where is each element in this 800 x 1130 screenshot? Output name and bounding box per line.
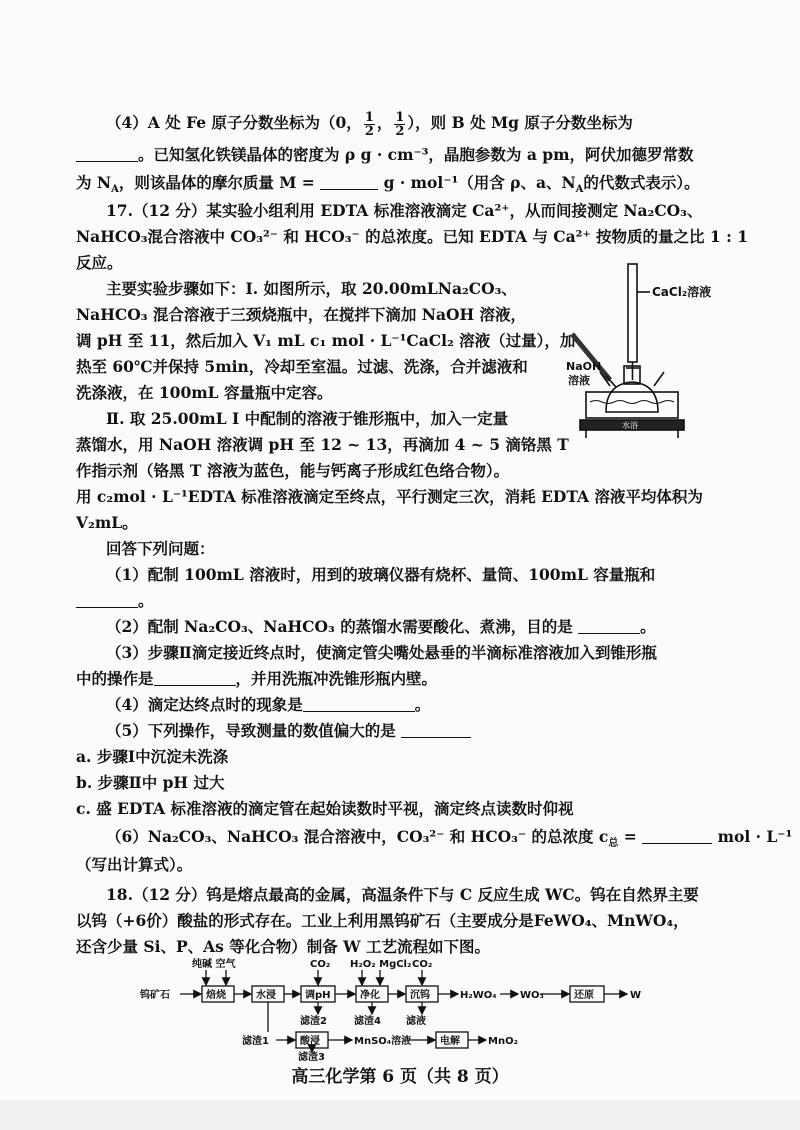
q17-step1-line2: NaHCO₃ 混合溶液于三颈烧瓶中，在搅拌下滴加 NaOH 溶液， <box>76 305 527 324</box>
stand-label: 水浴 <box>622 421 638 430</box>
box-roast-label: 焙烧 <box>206 990 226 1001</box>
label-filtrate: 滤液 <box>406 1016 426 1027</box>
fraction: $\frac{1}{2}$ <box>364 109 374 139</box>
q17-part6-line2: （写出计算式）。 <box>76 855 193 874</box>
three-neck-flask <box>606 382 658 412</box>
q18-stem-line1: 18.（12 分）钨是熔点最高的金属，高温条件下与 C 反应生成 WC。钨在自然界主要 <box>106 885 699 904</box>
q17-step2-line2: 蒸馏水，用 NaOH 溶液调 pH 至 12 ~ 13，再滴加 4 ~ 5 滴铬黑 T <box>76 435 569 454</box>
text: ， <box>376 113 393 132</box>
q17-answer-prompt: 回答下列问题： <box>106 539 215 558</box>
text: ），则 B 处 Mg 原子分数坐标为 <box>407 113 633 132</box>
fraction: $\frac{1}{2}$ <box>395 109 405 139</box>
q17-option-c: c. 盛 EDTA 标准溶液的滴定管在起始读数时平视，滴定终点读数时仰视 <box>76 799 574 818</box>
input-co2-b: CO₂ <box>412 959 433 970</box>
label-residue2: 滤渣2 <box>300 1016 327 1027</box>
q17-part6-line1: （6）Na₂CO₃、NaHCO₃ 混合溶液中，CO₃²⁻ 和 HCO₃⁻ 的总浓度 $c_总$ = mol · L⁻¹ <box>106 827 793 850</box>
text: 。 <box>414 695 431 714</box>
q17-stem-line2: NaHCO₃混合溶液中 CO₃²⁻ 和 HCO₃⁻ 的总浓度。已知 EDTA 与 Ca²⁺ 按物质的量之比 1 : 1 <box>76 227 749 246</box>
box-adjust-ph-label: 调pH <box>305 990 331 1001</box>
text: 为 N <box>76 173 112 192</box>
answer-blank[interactable] <box>76 143 138 162</box>
label-ore: 钨矿石 <box>140 990 170 1001</box>
q17-step2-line4: 用 c₂mol · L⁻¹EDTA 标准溶液滴定至终点，平行测定三次，消耗 EDTA 溶液平均体积为 <box>76 487 703 506</box>
box-purify-label: 净化 <box>360 990 380 1001</box>
q17-step1-line4: 热至 60℃并保持 5min，冷却至室温。过滤、洗涤，合并滤液和 <box>76 357 528 376</box>
text: 。 <box>640 617 656 636</box>
tungsten-flowchart <box>140 958 660 1062</box>
box-precip-label: 沉钨 <box>410 990 430 1001</box>
text: （5）下列操作，导致测量的数值偏大的是 <box>106 721 396 740</box>
text: 。已知氢化铁镁晶体的密度为 ρ g · cm⁻³，晶胞参数为 a pm，阿伏加德罗常数 <box>138 145 694 164</box>
label-residue4: 滤渣4 <box>354 1016 381 1027</box>
label-residue3: 滤渣3 <box>298 1052 325 1062</box>
text: （4）A 处 Fe 原子分数坐标为（0， <box>106 113 362 132</box>
box-water-leach-label: 水浸 <box>256 990 276 1001</box>
answer-blank[interactable] <box>642 825 712 844</box>
text: （6）Na₂CO₃、NaHCO₃ 混合溶液中，CO₃²⁻ 和 HCO₃⁻ 的总浓度 c <box>106 827 609 846</box>
answer-blank[interactable] <box>154 667 236 686</box>
input-co2-a: CO₂ <box>310 959 331 970</box>
text: 中的操作是 <box>76 669 154 688</box>
burette <box>628 264 637 362</box>
q17-step2-line5: V₂mL。 <box>76 513 138 532</box>
answer-blank[interactable] <box>303 693 415 712</box>
q17-part1-line1: （1）配制 100mL 溶液时，用到的玻璃仪器有烧杯、量筒、100mL 容量瓶和 <box>106 565 656 584</box>
text: 。 <box>138 591 154 610</box>
text: 的代数式表示）。 <box>583 173 700 192</box>
text: mol · L⁻¹ <box>717 827 793 846</box>
q17-step2-line1: Ⅱ. 取 25.00mL Ⅰ 中配制的溶液于锥形瓶中，加入一定量 <box>106 409 509 428</box>
titration-apparatus-figure <box>566 262 726 442</box>
q18-stem-line3: 还含少量 Si、P、As 等化合物）制备 W 工艺流程如下图。 <box>76 937 490 956</box>
q17-part3-line1: （3）步骤Ⅱ滴定接近终点时，使滴定管尖嘴处悬垂的半滴标准溶液加入到锥形瓶 <box>106 643 657 662</box>
answer-blank[interactable] <box>320 171 378 190</box>
q18-stem-line2: 以钨（+6价）酸盐的形式存在。工业上利用黑钨矿石（主要成分是FeWO₄、MnWO₄， <box>76 911 689 930</box>
q17-option-b: b. 步骤Ⅱ中 pH 过大 <box>76 773 225 792</box>
naoh-label: NaOH <box>566 360 602 373</box>
text: （2）配制 Na₂CO₃、NaHCO₃ 的蒸馏水需要酸化、煮沸，目的是 <box>106 617 573 636</box>
answer-blank[interactable] <box>578 615 640 634</box>
naoh-label-2: 溶液 <box>568 374 590 387</box>
text: g · mol⁻¹（用含 ρ、a、N <box>383 173 576 192</box>
q16-part4-line1 <box>106 108 756 138</box>
text: ，并用洗瓶冲洗锥形瓶内壁。 <box>235 669 438 688</box>
label-w: W <box>630 990 642 1001</box>
page-footer: 高三化学第 6 页（共 8 页） <box>291 1067 509 1087</box>
q17-step2-line3: 作指示剂（铬黑 T 溶液为蓝色，能与钙离子形成红色络合物）。 <box>76 461 510 480</box>
text: = <box>623 827 637 846</box>
label-h2wo4: H₂WO₄ <box>460 990 497 1001</box>
label-mno2: MnO₂ <box>488 1036 518 1047</box>
box-reduce-label: 还原 <box>574 990 594 1001</box>
label-wo3: WO₃ <box>520 990 544 1001</box>
text: ，则该晶体的摩尔质量 M = <box>118 173 315 192</box>
q17-stem-line1: 17.（12 分）某实验小组利用 EDTA 标准溶液滴定 Ca²⁺，从而间接测定 Na₂CO₃、 <box>106 201 703 220</box>
q17-stem-line3: 反应。 <box>76 253 123 272</box>
answer-blank[interactable] <box>76 589 138 608</box>
label-mnso4: MnSO₄溶液 <box>354 1036 412 1047</box>
q17-step1-line3: 调 pH 至 11，然后加入 V₁ mL c₁ mol · L⁻¹CaCl₂ 溶液（过量），加 <box>76 331 576 350</box>
q17-step1-line5: 洗涤液，在 100mL 容量瓶中定容。 <box>76 383 333 402</box>
cacl2-label: CaCl₂溶液 <box>652 285 712 299</box>
q16-part4-line3: 为 $N_A$，则该晶体的摩尔质量 M = g · mol⁻¹（用含 ρ、a、$N_A$的代数式表示）。 <box>76 173 700 196</box>
box-electrolysis-label: 电解 <box>440 1036 460 1047</box>
text: （4）滴定达终点时的现象是 <box>106 695 303 714</box>
answer-blank[interactable] <box>401 719 471 738</box>
q16-part4-line2 <box>76 140 726 170</box>
input-soda-air: 纯碱 空气 <box>192 959 236 970</box>
box-acid-leach-label: 酸浸 <box>300 1036 320 1047</box>
input-h2o2-mgcl2: H₂O₂ MgCl₂ <box>350 959 412 970</box>
bottom-strip <box>0 1100 800 1130</box>
label-residue1: 滤渣1 <box>242 1036 269 1047</box>
q17-step1-line1: 主要实验步骤如下：Ⅰ. 如图所示，取 20.00mLNa₂CO₃、 <box>106 279 517 298</box>
q17-option-a: a. 步骤Ⅰ中沉淀未洗涤 <box>76 747 229 766</box>
